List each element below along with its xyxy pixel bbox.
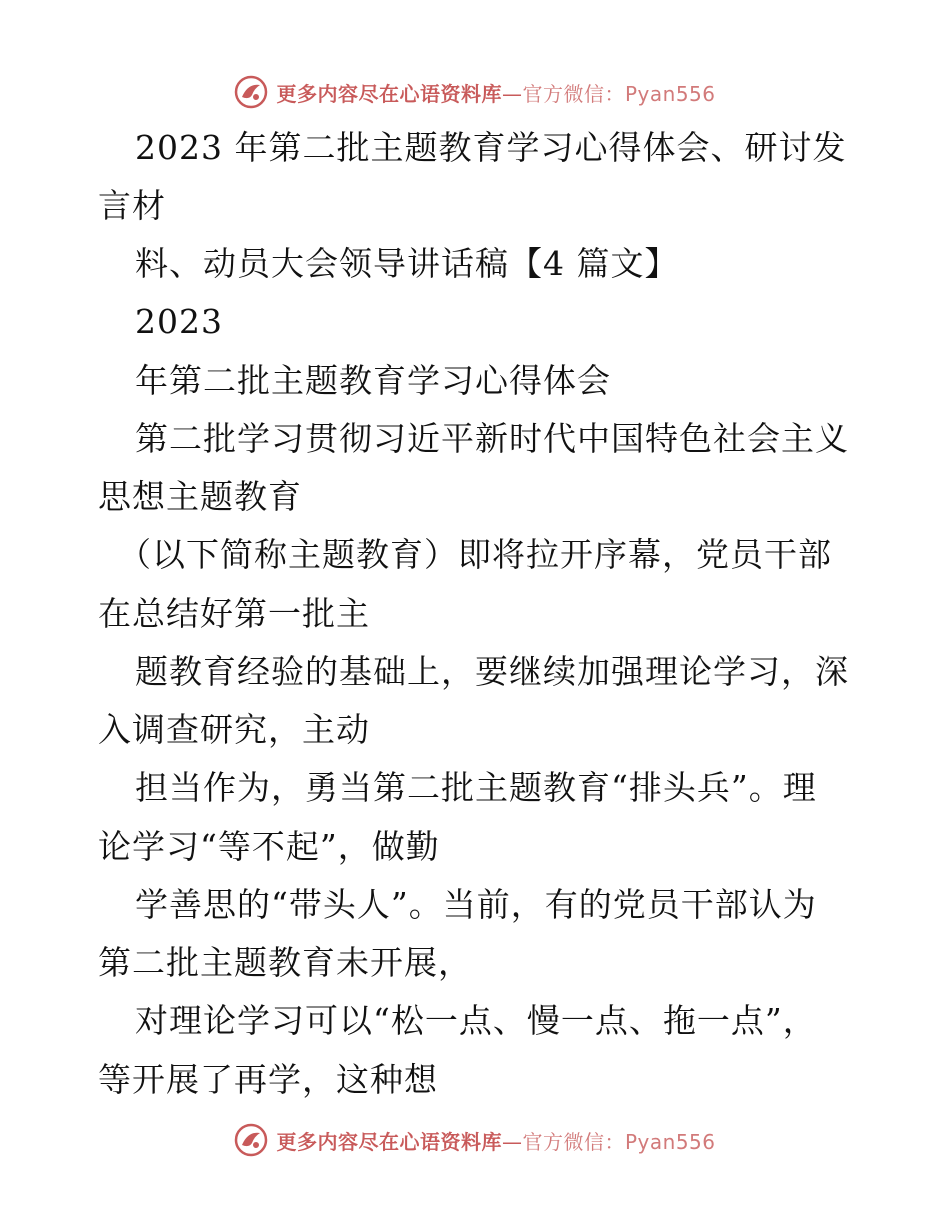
text-line: 年第二批主题教育学习心得体会 [135,361,611,400]
text-line: 第二批主题教育未开展， [98,943,472,982]
text-line: 对理论学习可以“松一点、慢一点、拖一点”， [135,1001,817,1040]
seal-logo-icon [234,1123,268,1157]
text-line: 等开展了再学，这种想 [98,1060,438,1099]
text-line: 在总结好第一批主 [98,594,370,633]
text-line: 学善思的“带头人”。当前，有的党员干部认为 [135,885,817,924]
watermark-text [276,78,715,107]
text-line: 2023 [135,302,223,341]
title-line-1: 2023 年第二批主题教育学习心得体会、研讨发 [135,128,847,167]
seal-logo-icon [234,75,268,109]
watermark-wechat-label: 官方微信： [522,1129,625,1154]
footer-watermark [0,1120,950,1160]
watermark-main: 更多内容尽在心语资料库 [276,81,502,106]
watermark-dash: — [501,81,523,106]
watermark-dash: — [501,1129,523,1154]
text-line: 题教育经验的基础上，要继续加强理论学习，深 [135,652,849,691]
text-line: 入调查研究，主动 [98,710,370,749]
text-line: 担当作为，勇当第二批主题教育“排头兵”。理 [135,768,817,807]
text-line: 第二批学习贯彻习近平新时代中国特色社会主义 [135,419,849,458]
watermark-wechat-id: Pyan556 [624,81,716,106]
watermark-main: 更多内容尽在心语资料库 [276,1129,502,1154]
header-watermark [0,72,950,112]
text-line: 思想主题教育 [98,477,302,516]
watermark-wechat-label: 官方微信： [522,81,625,106]
title-line-2: 言材 [98,186,166,225]
text-line: （以下简称主题教育）即将拉开序幕，党员干部 [118,535,832,574]
watermark-wechat-id: Pyan556 [624,1129,716,1154]
text-line: 论学习“等不起”，做勤 [98,827,440,866]
watermark-text [276,1126,715,1155]
title-line-3: 料、动员大会领导讲话稿【4 篇文】 [135,244,679,283]
